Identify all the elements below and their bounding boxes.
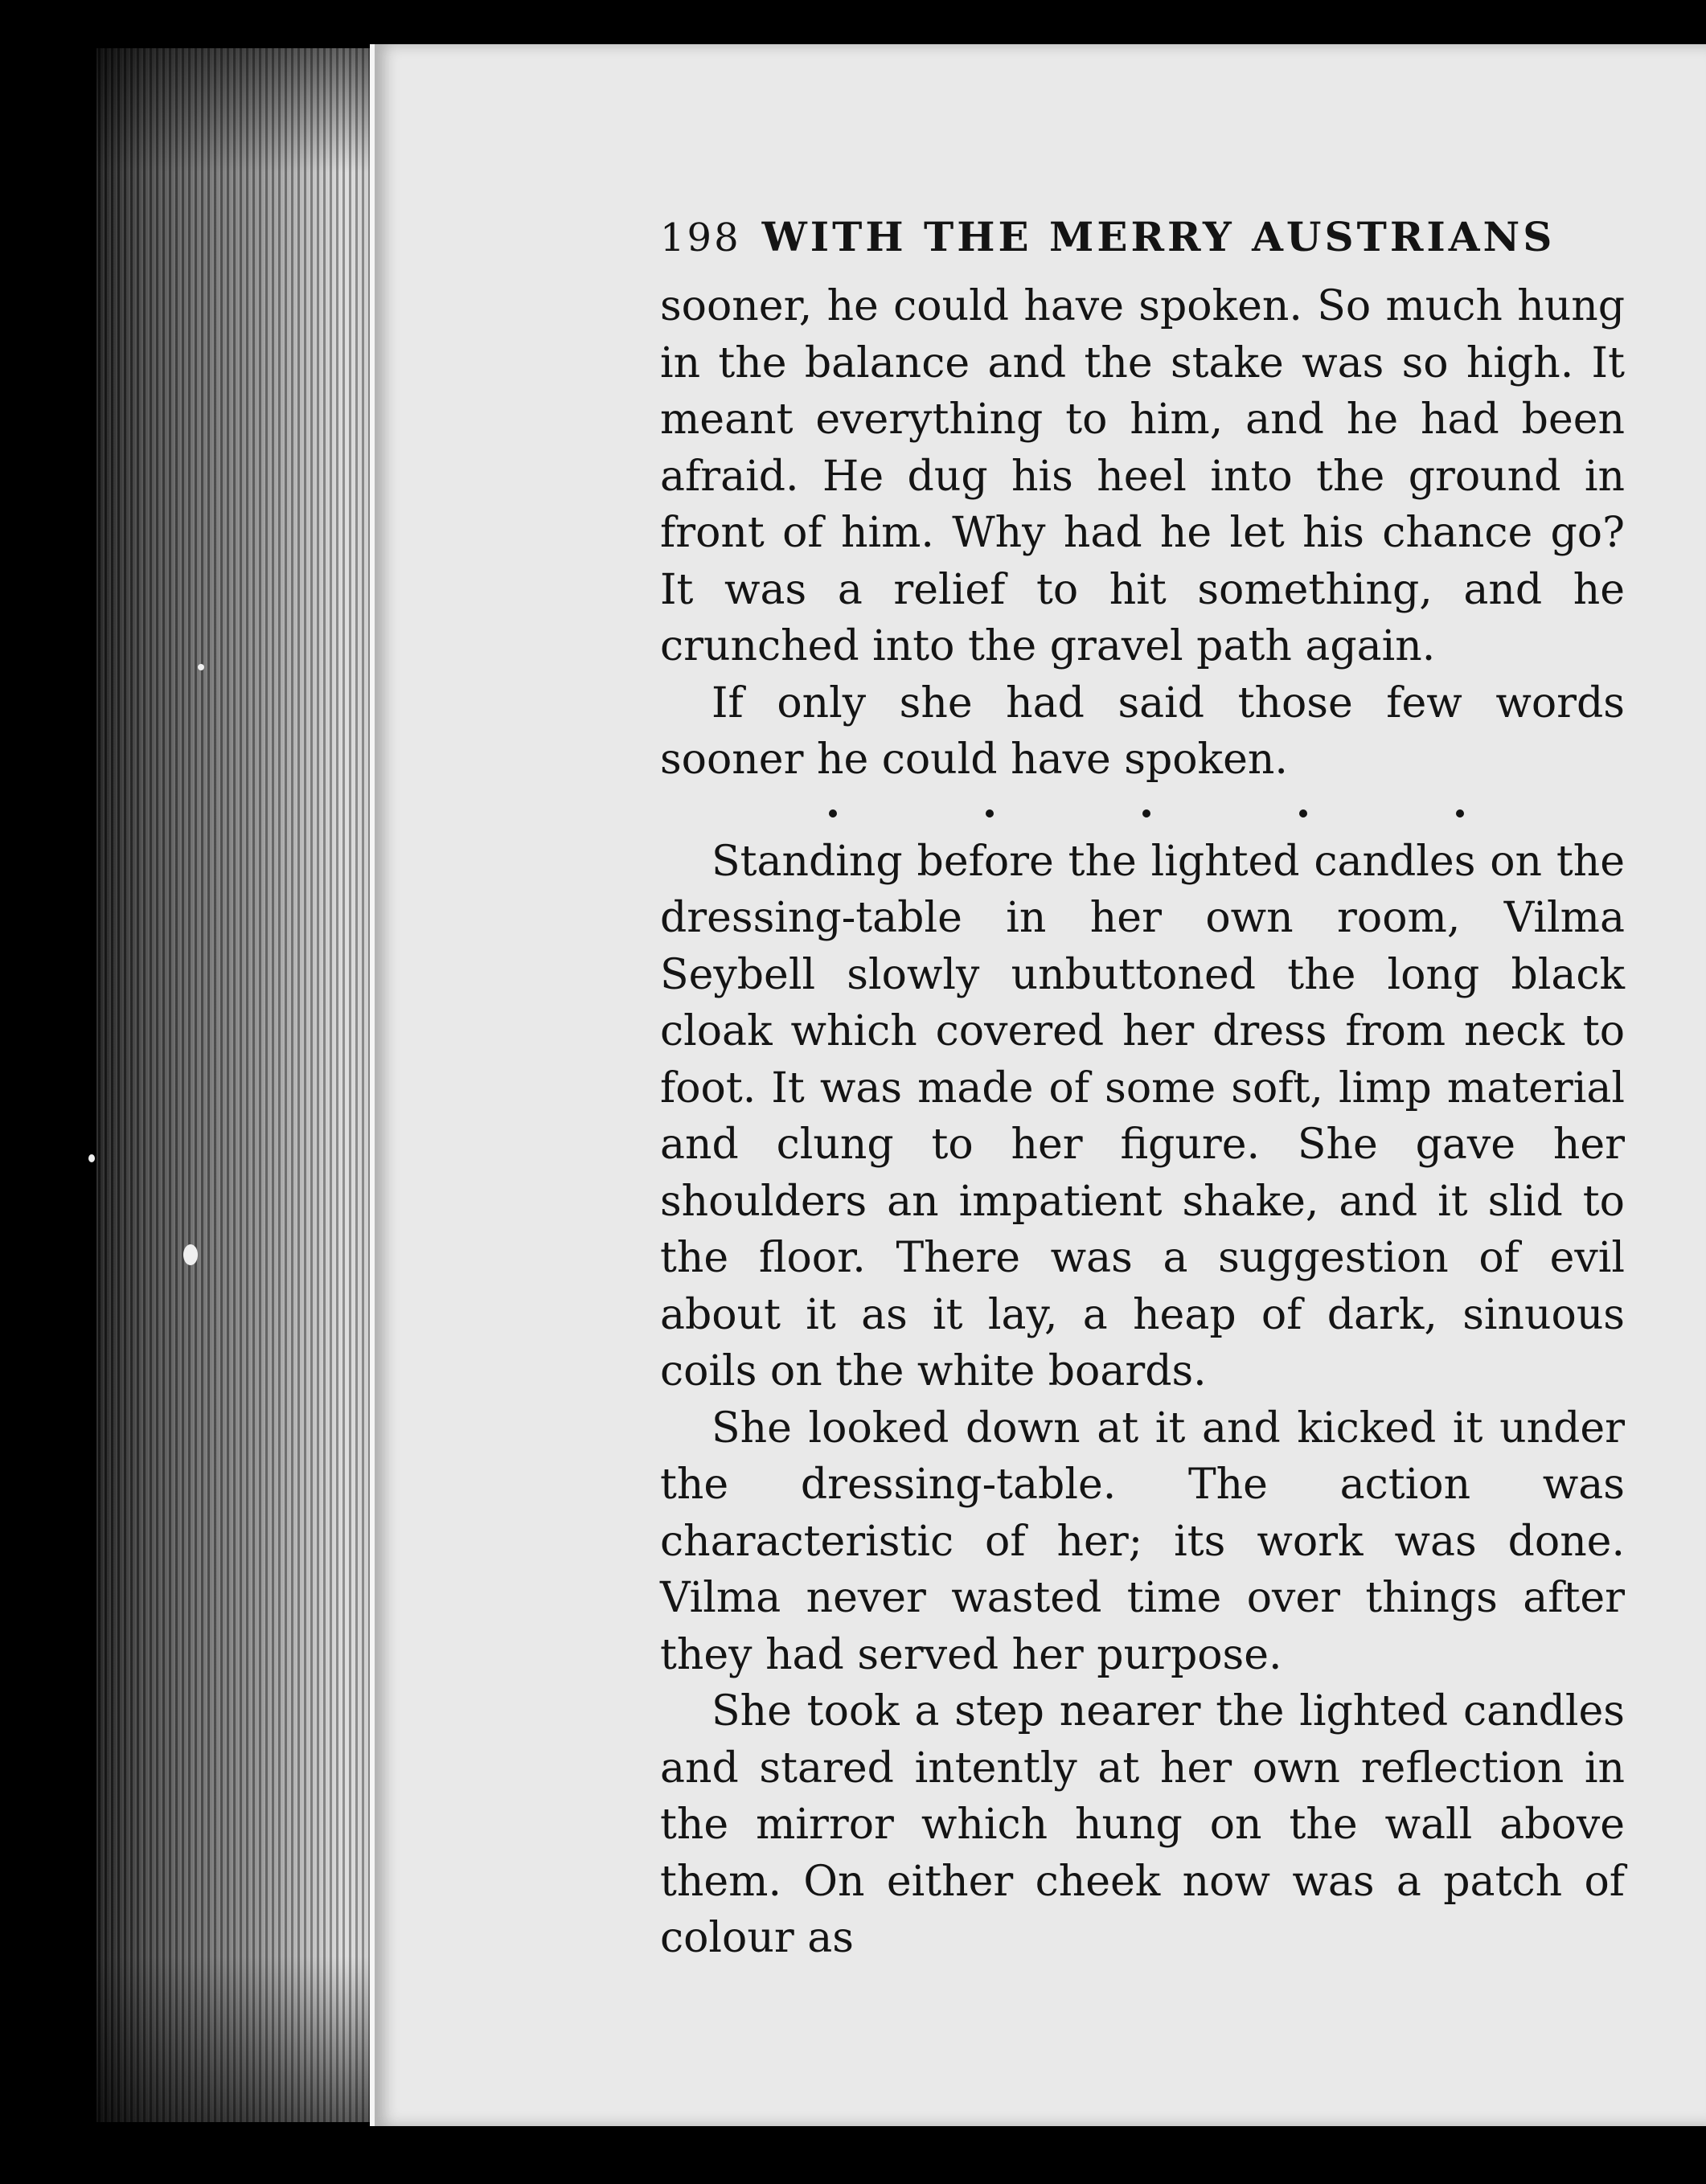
running-head [660,213,1625,260]
page-number: 198 [660,215,741,260]
scan-speck [88,1154,95,1162]
body-text [660,278,1625,1967]
paragraph: She took a step nearer the lighted candles and stared intently at her own reflection in the mirror which hung on the wall above them. On either cheek now was a patch of colour as [660,1687,1625,1962]
scan-speck [198,664,204,670]
book-page-edges [96,48,374,2122]
section-break [829,809,1464,817]
scan-speck [183,1244,198,1265]
paragraph: She looked down at it and kicked it under the dressing-table. The action was characteristic of her; its work was done. Vilma never wasted time over things after they had served her purpose. [660,1403,1625,1679]
section-break-dot [1299,809,1307,817]
paragraph: sooner, he could have spoken. So much hung in the balance and the stake was so high. It meant everything to him, and he had been afraid. He dug his heel into the ground in front of him. Why had he let his chance go? It was a relief to hit something, and he crunched into the gravel path again. [660,282,1625,670]
page-content [660,213,1625,1967]
paragraph: Standing before the lighted candles on the dressing-table in her own room, Vilma Seybell slowly unbuttoned the long black cloak which covered her dress from neck to foot. It was made of some soft, limp material and clung to her figure. She gave her shoulders an impatient shake, and it slid to the floor. There was a suggestion of evil about it as it lay, a heap of dark, sinuous coils on the white boards. [660,837,1625,1395]
section-break-dot [829,809,837,817]
section-break-dot [986,809,994,817]
book-page [370,44,1706,2126]
section-break-dot [1456,809,1464,817]
section-break-dot [1142,809,1150,817]
paragraph: If only she had said those few words sooner he could have spoken. [660,678,1625,784]
running-title: WITH THE MERRY AUSTRIANS [761,213,1556,260]
